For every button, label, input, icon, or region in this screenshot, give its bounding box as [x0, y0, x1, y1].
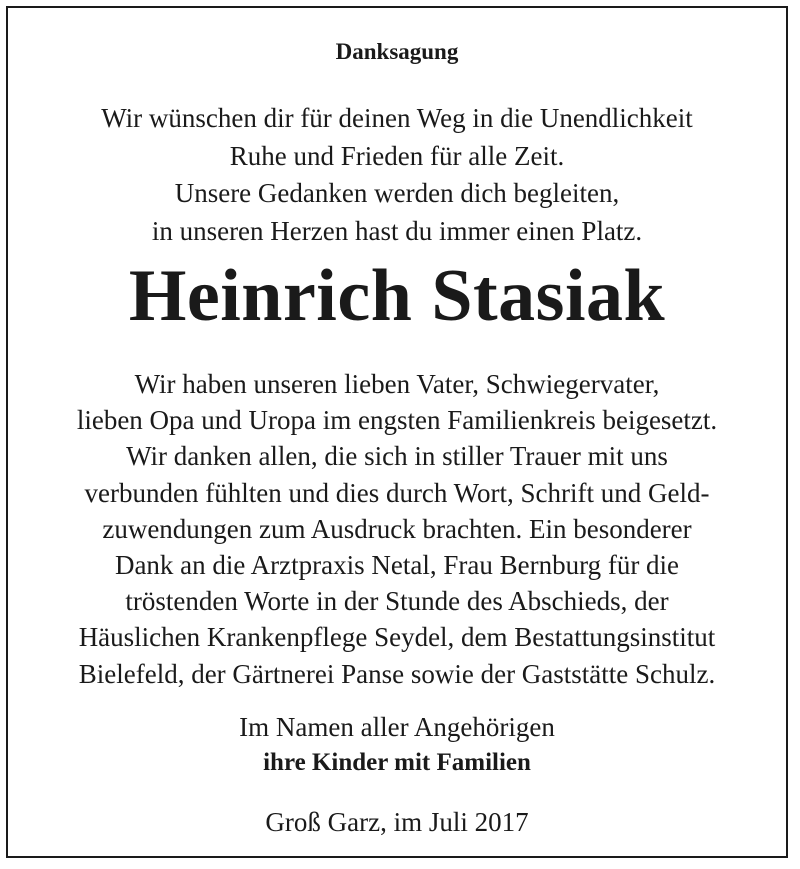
- thanks-line: Bielefeld, der Gärtnerei Panse sowie der Gaststätte Schulz.: [78, 658, 716, 689]
- thanks-line: Häuslichen Krankenpflege Seydel, dem Bestattungsinstitut: [78, 622, 716, 653]
- place-date: Groß Garz, im Juli 2017: [265, 807, 529, 837]
- poem-line: Ruhe und Frieden für alle Zeit.: [229, 140, 565, 171]
- thanks-line: Dank an die Arztpraxis Netal, Frau Bernburg für die: [114, 550, 680, 581]
- deceased-name: Heinrich Stasiak: [128, 255, 666, 337]
- thanks-line: zuwendungen zum Ausdruck brachten. Ein besonderer: [102, 513, 692, 544]
- thanks-text: [8, 366, 786, 692]
- poem-line: Unsere Gedanken werden dich begleiten,: [174, 178, 620, 208]
- thanks-line: Wir haben unseren lieben Vater, Schwiegervater,: [134, 369, 660, 399]
- poem-line: Wir wünschen dir für deinen Weg in die Unendlichkeit: [101, 103, 693, 133]
- thanks-line: Wir danken allen, die sich in stiller Trauer mit uns: [126, 441, 668, 472]
- notice-heading: Danksagung: [335, 39, 459, 64]
- obituary-notice: [6, 6, 788, 858]
- thanks-line: lieben Opa und Uropa im engsten Familienkreis beigesetzt.: [76, 405, 718, 436]
- signature: ihre Kinder mit Familien: [263, 749, 531, 776]
- poem-line: in unseren Herzen hast du immer einen Platz.: [151, 215, 643, 246]
- closing-block: [8, 709, 786, 781]
- memorial-poem: [8, 100, 786, 250]
- thanks-line: tröstenden Worte in der Stunde des Abschieds, der: [125, 586, 669, 617]
- thanks-line: verbunden fühlten und dies durch Wort, Schrift und Geld-: [84, 477, 710, 508]
- closing-line: Im Namen aller Angehörigen: [239, 712, 555, 742]
